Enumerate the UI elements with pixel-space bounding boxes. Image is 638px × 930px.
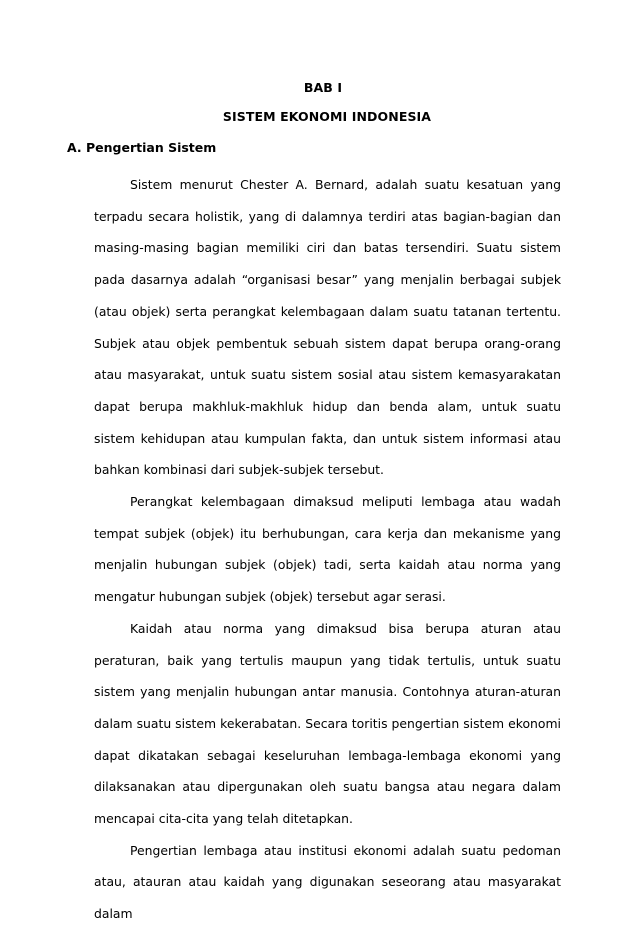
section-heading: A. Pengertian Sistem: [67, 140, 217, 155]
body-text: [94, 169, 561, 930]
chapter-number: BAB I: [303, 80, 343, 95]
paragraph-1: Sistem menurut Chester A. Bernard, adalah suatu kesatuan yang terpadu secara holistik, yang di dalamnya terdiri atas bagian-bagian dan masing-masing bagian memiliki ciri dan batas tersendiri. Suatu sistem pada dasarnya adalah “organisasi besar” yang menjalin berbagai subjek (atau objek) serta perangkat kelembagaan dalam suatu tatanan tertentu. Subjek atau objek pembentuk sebuah sistem dapat berupa orang-orang atau masyarakat, untuk suatu sistem sosial atau sistem kemasyarakatan dapat berupa makhluk-makhluk hidup dan benda alam, untuk suatu sistem kehidupan atau kumpulan fakta, dan untuk sistem informasi atau bahkan kombinasi dari subjek-subjek tersebut.: [94, 177, 561, 478]
chapter-title: SISTEM EKONOMI INDONESIA: [222, 109, 432, 124]
paragraph-4: Pengertian lembaga atau institusi ekonomi adalah suatu pedoman atau, atauran atau kaidah yang digunakan seseorang atau masyarakat dalam: [94, 842, 561, 922]
paragraph-2: Perangkat kelembagaan dimaksud meliputi lembaga atau wadah tempat subjek (objek) itu berhubungan, cara kerja dan mekanisme yang menjalin hubungan subjek (objek) tadi, serta kaidah atau norma yang mengatur hubungan subjek (objek) tersebut agar serasi.: [94, 494, 561, 605]
paragraph-3: Kaidah atau norma yang dimaksud bisa berupa aturan atau peraturan, baik yang tertulis maupun yang tidak tertulis, untuk suatu sistem yang menjalin hubungan antar manusia. Contohnya aturan-aturan dalam suatu sistem kekerabatan. Secara toritis pengertian sistem ekonomi dapat dikatakan sebagai keseluruhan lembaga-lembaga ekonomi yang dilaksanakan atau dipergunakan oleh suatu bangsa atau negara dalam mencapai cita-cita yang telah ditetapkan.: [94, 620, 561, 827]
